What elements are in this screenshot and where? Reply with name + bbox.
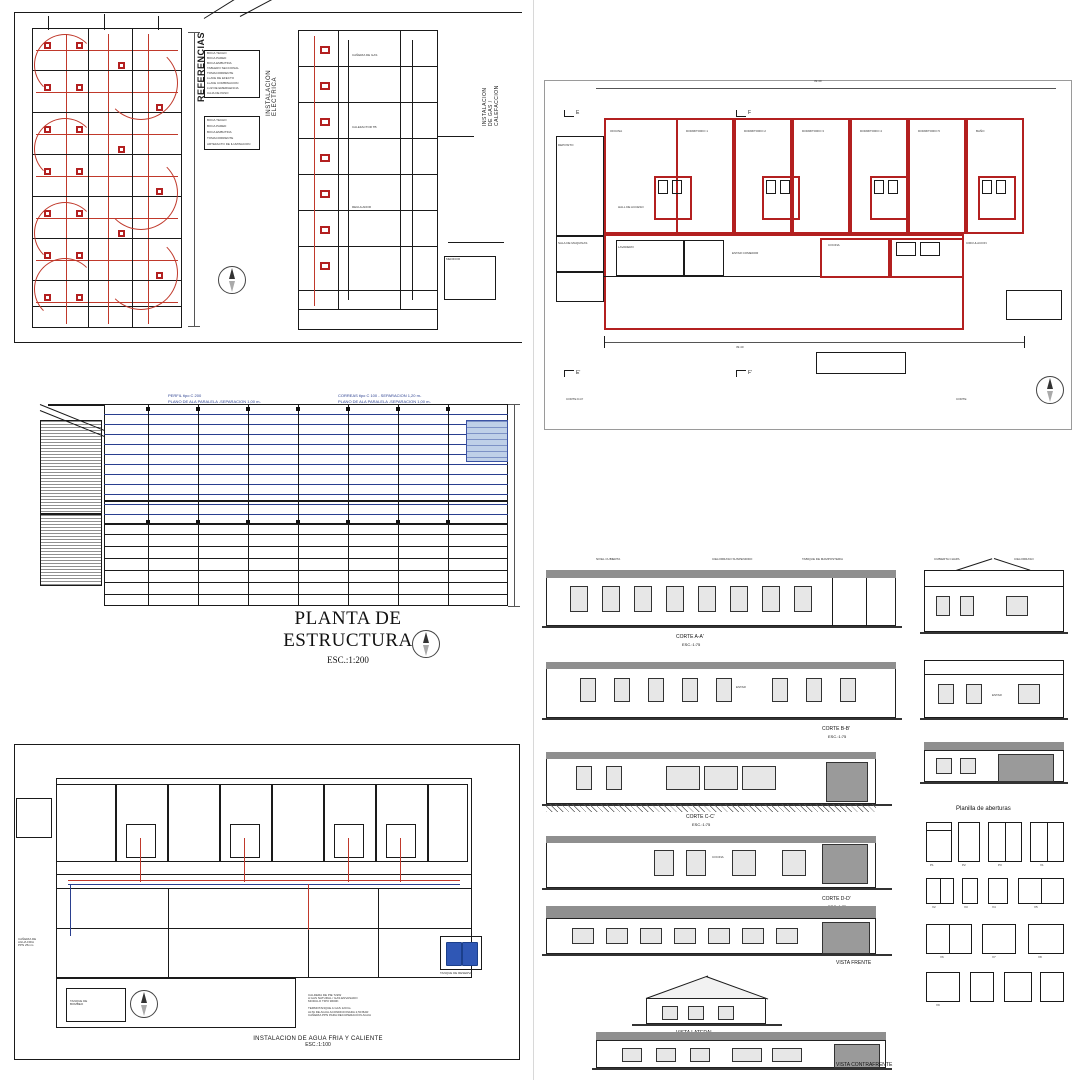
arch-compass-icon — [1036, 376, 1064, 404]
legend-title: REFERENCIAS — [196, 31, 206, 102]
joinery-item-8: V6 — [940, 955, 944, 959]
joinery-item-11: V9 — [936, 1003, 940, 1007]
water-note-0: CALDERA DE PIE 72kW — [308, 993, 342, 997]
elevation-rear-label: VISTA CONTRAFRENTE — [836, 1062, 893, 1068]
structure-scale: ESC.:1:200 — [327, 654, 369, 665]
joinery-item-3: V1 — [1040, 863, 1044, 867]
structure-title-line-2: ESTRUCTURA — [283, 629, 413, 651]
water-note-3: TERMOTANQUE A GAS 120 lts. — [308, 1006, 352, 1011]
structure-note-4: PLANO DE ALA PARALELA -SEPARACION 1,00 m- — [338, 399, 431, 404]
joinery-item-2: P3 — [998, 863, 1002, 867]
water-note-5: CAÑERIA PPN PARA RECUPERACION AGUA — [308, 1012, 371, 1017]
room-label-dorm4: DORMITORIO 4 — [860, 129, 882, 133]
electrical-panel-label: INSTALACION ELECTRICA — [266, 69, 278, 116]
room-label-estar: ESTAR COMEDOR — [732, 251, 759, 255]
section-b-label: CORTE B-B' — [822, 726, 851, 732]
arch-note-left: CORTE D-D' — [566, 397, 584, 401]
panel-architecture: 39.40 E F E' F' DEPOSITO SALA DE MAQUINAS OFICINA DORMITORIO 1 DORMITORIO 2 DORMITORIO 3 DORMITORIO 4 DORMITORIO 5 BAÑO ESTAR COMEDOR COCINA LAVADERO CIRCULACION HALL DE ACCESO 39.40 CORTE D-D' CORTE — [536, 60, 1080, 480]
structure-note-2: PLANO DE ALA PARALELA -SEPARACION 1,00 m- — [168, 399, 261, 404]
joinery-item-1: P2 — [962, 863, 966, 867]
section-c-label: CORTE C-C' — [686, 814, 715, 820]
structure-note-3: CORREAS tipo C 100 - SEPARACION 1,20 m- — [338, 393, 422, 398]
room-label-cocina: COCINA — [828, 243, 840, 247]
joinery-title: Planilla de aberturas — [956, 806, 1011, 812]
panel-water: TANQUE DE RESERVA CALDERA DE PIE 72kW A GAS NATURAL / GAS ENVASADO MODULO TIPO 9600K TERMOTANQUE A GAS 120 lts. ALTA DE AGUA ACONDICIONADA 2,50 BAR CAÑERIA PPN PARA RECUPERACION AGUA CAÑERIA DE AGUA FRIA PPN 25mm TANQUE DE BOMBEO INSTALACION DE AGUA FRIA Y CALIENTE ESC.:1:100 — [8, 738, 528, 1074]
structure-note-1: PERFIL tipo C 200 — [168, 393, 202, 398]
panel-structure — [8, 390, 528, 680]
water-note-1: A GAS NATURAL / GAS ENVASADO — [308, 996, 358, 1001]
water-title: INSTALACION DE AGUA FRIA Y CALIENTE — [253, 1036, 383, 1042]
joinery-item-6: V4 — [992, 905, 996, 909]
joinery-item-0: P1 — [930, 863, 934, 867]
joinery-item-10: V8 — [1038, 955, 1042, 959]
room-label-oficina: OFICINA — [610, 129, 623, 133]
compass-rose-icon — [218, 266, 246, 294]
water-note-2: MODULO TIPO 9600K — [308, 999, 339, 1004]
water-compass-icon — [130, 990, 158, 1018]
water-scale: ESC.:1:100 — [305, 1042, 331, 1048]
section-d-label: CORTE D-D' — [822, 896, 851, 902]
electrical-legend-2: BOCA TECHO BOCA PARED BOCA EMBUTIDA TOMACORRIENTE ARTEFACTO DE ILUMINACION — [204, 116, 260, 150]
room-label-bano: BAÑO — [976, 129, 985, 133]
water-note-4: ALTA DE AGUA ACONDICIONADA 2,50 BAR — [308, 1009, 369, 1014]
water-notes — [308, 994, 468, 1017]
section-a-label: CORTE A-A' — [676, 634, 704, 640]
gas-panel-label: INSTALACION DE GAS / CALEFACCION — [482, 85, 500, 126]
section-a-scale: ESC.:1:75 — [682, 642, 701, 647]
arch-note-right: CORTE — [956, 397, 967, 401]
joinery-item-7: V5 — [1034, 905, 1038, 909]
room-label-sala-maquinas: SALA DE MAQUINAS — [558, 241, 588, 245]
electrical-legend: BOCA TECHO BOCA PARED BOCA EMBUTIDA TABLERO SECCIONAL TOMACORRIENTE LLAVE DE EFECTO LLAVE COMBINACION LUZ DE EMERGENCIA CAJA DE PASO — [204, 50, 260, 98]
elevation-front-label: VISTA FRENTE — [836, 960, 872, 966]
joinery-item-9: V7 — [992, 955, 996, 959]
room-label-lavadero: LAVADERO — [618, 245, 634, 249]
section-b-scale: ESC.:1:75 — [828, 734, 847, 739]
room-label-dorm5: DORMITORIO 5 — [918, 129, 940, 133]
section-c-scale: ESC.:1:75 — [692, 822, 711, 827]
structure-title-line-1: PLANTA DE — [294, 608, 402, 629]
panel-sections: NIVEL CUBIERTA CIELORRASO SUSPENDIDO TABIQUE DE MAMPOSTERIA CORTE A-A' ESC.:1:75 ESTAR CORTE B-B' ESC.:1:75 CORTE C-C' ESC.:1:75 COCINA CORTE D-D' VISTA FRENTE VISTA CONTRAFRENTE CUBIERTA CHAPA CIELORRASO ESTAR Planilla de aberturas P1 P2 P3 V1 V2 V3 V4 V5 V6 V7 V8 V9 — [536, 556, 1080, 1076]
joinery-item-5: V3 — [964, 905, 968, 909]
room-label-dorm2: DORMITORIO 2 — [744, 129, 766, 133]
room-label-hall: HALL DE ACCESO — [618, 205, 644, 209]
room-label-dorm3: DORMITORIO 3 — [802, 129, 824, 133]
tank-label: TANQUE DE RESERVA — [440, 971, 473, 975]
panel-electrical-gas: BOCA TECHO BOCA PARED BOCA EMBUTIDA TABLERO SECCIONAL TOMACORRIENTE LLAVE DE EFECTO LLAVE COMBINACION LUZ DE EMERGENCIA CAJA DE PASO BOCA TECHO BOCA PARED BOCA EMBUTIDA TOMACORRIENTE ARTEFACTO DE ILUMINACION REFERENCIAS INSTALACION ELECTRICA CAÑERIA DE GAS CALEFACTOR TB REGULADOR MEDIDOR INSTALACION DE GAS / CALEFACCION — [8, 6, 528, 376]
room-label-dorm1: DORMITORIO 1 — [686, 129, 708, 133]
room-label-deposito: DEPOSITO — [558, 143, 574, 147]
joinery-item-4: V2 — [932, 905, 936, 909]
room-label-circulacion: CIRCULACION — [966, 241, 987, 245]
